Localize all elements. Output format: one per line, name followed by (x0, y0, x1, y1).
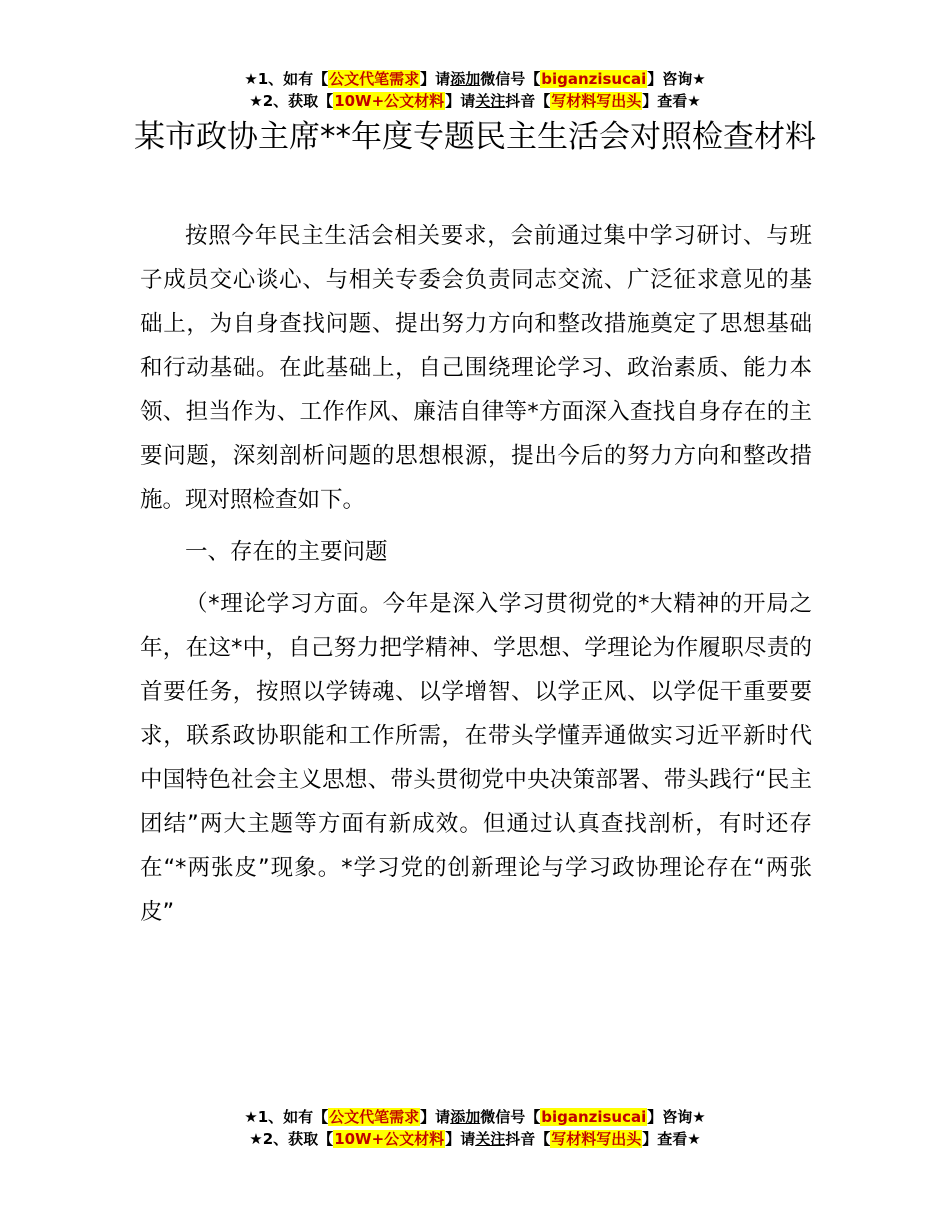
promo-line-2 (0, 1128, 950, 1150)
promo-underline: 添加 (450, 1108, 481, 1126)
document-body (140, 214, 812, 934)
promo-text: ★2、获取【 (249, 1130, 334, 1148)
promo-wechat-id: biganzisucai (541, 70, 647, 88)
body-paragraph: （*理论学习方面。今年是深入学习贯彻党的*大精神的开局之年，在这*中，自己努力把学精神、学思想、学理论为作履职尽责的首要任务，按照以学铸魂、以学增智、以学正风、以学促干重要要求，联系政协职能和工作所需，在带头学懂弄通做实习近平新时代中国特色社会主义思想、带头贯彻党中央决策部署、带头践行“民主团结”两大主题等方面有新成效。但通过认真查找剖析，有时还存在“*两张皮”现象。*学习党的创新理论与学习政协理论存在“两张皮” (140, 591, 812, 925)
promo-underline: 关注 (475, 92, 506, 110)
document-title: 某市政协主席**年度专题民主生活会对照检查材料 (134, 119, 816, 155)
promo-text: 】咨询★ (647, 70, 706, 88)
section-heading: 一、存在的主要问题 (185, 539, 388, 565)
promo-line-1 (0, 1106, 950, 1128)
footer-promo-banner (0, 1106, 950, 1150)
header-promo-banner (0, 68, 950, 112)
promo-text: ★1、如有【 (244, 70, 329, 88)
promo-highlight: 公文代笔需求 (329, 1108, 420, 1126)
promo-line-2 (0, 90, 950, 112)
promo-text: 】请 (420, 70, 451, 88)
intro-paragraph: 按照今年民主生活会相关要求，会前通过集中学习研讨、与班子成员交心谈心、与相关专委会负责同志交流、广泛征求意见的基础上，为自身查找问题、提出努力方向和整改措施奠定了思想基础和行动基础。在此基础上，自己围绕理论学习、政治素质、能力本领、担当作为、工作作风、廉洁自律等*方面深入查找自身存在的主要问题，深刻剖析问题的思想根源，提出今后的努力方向和整改措施。现对照检查如下。 (140, 223, 812, 513)
promo-underline: 关注 (475, 1130, 506, 1148)
promo-douyin-id: 写材料写出头 (551, 92, 642, 110)
promo-douyin-id: 写材料写出头 (551, 1130, 642, 1148)
promo-highlight: 10W+公文材料 (334, 1130, 445, 1148)
promo-text: 微信号【 (480, 70, 541, 88)
promo-text: ★1、如有【 (244, 1108, 329, 1126)
promo-text: 】咨询★ (647, 1108, 706, 1126)
promo-text: 】请 (445, 1130, 476, 1148)
promo-wechat-id: biganzisucai (541, 1108, 647, 1126)
promo-text: ★2、获取【 (249, 92, 334, 110)
promo-text: 】请 (445, 92, 476, 110)
promo-text: 】请 (420, 1108, 451, 1126)
promo-text: 抖音【 (505, 1130, 551, 1148)
promo-text: 微信号【 (480, 1108, 541, 1126)
promo-underline: 添加 (450, 70, 481, 88)
promo-text: 】查看★ (642, 92, 701, 110)
promo-highlight: 公文代笔需求 (329, 70, 420, 88)
promo-text: 抖音【 (505, 92, 551, 110)
promo-text: 】查看★ (642, 1130, 701, 1148)
promo-highlight: 10W+公文材料 (334, 92, 445, 110)
promo-line-1 (0, 68, 950, 90)
